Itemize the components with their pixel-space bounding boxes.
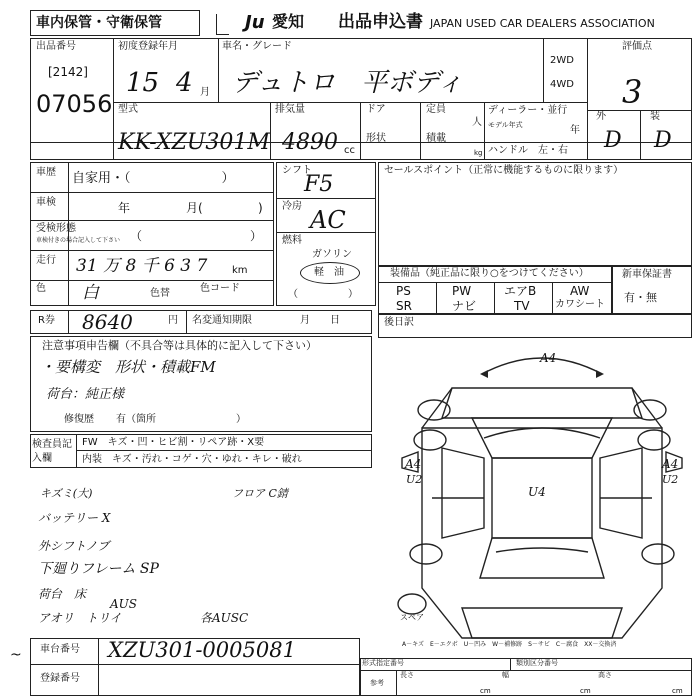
aichi-label: 愛知 [272,12,305,31]
shift-label: シフト [282,165,312,176]
divider [587,38,588,160]
fuel-gas: ガソリン [312,249,352,260]
registration-label: 登録番号 [40,673,80,684]
spec-width: 幅 [502,671,509,679]
lot-label: 出品番号 [36,41,76,52]
fuel-blank: （ ） [288,289,358,300]
reception-sub-label: 車検付きの場合記入して下さい [36,237,121,244]
divider [484,102,485,160]
recycle-value: 8640 [82,310,133,334]
equipment-label: 装備品（純正品に限り○をつけてください） [390,268,589,279]
divider [494,282,495,314]
name-change-unit: 月 日 [300,315,340,326]
inspection-month-unit: 月( [186,201,203,215]
reception-label: 受検形態 [36,223,76,234]
equip-aw: AW [570,284,590,298]
divider [552,282,553,314]
color-change-label: 色替 [150,288,170,299]
inspection-year-unit: 年 [118,201,131,215]
load-unit: kg [474,149,483,157]
first-registration-month-unit: 月 [200,87,210,98]
inspector-fw: FW キズ・凹・ヒビ割・リペア跡・X要 [82,437,265,448]
repair-value: 有（箇所 ） [116,414,246,425]
association-name: JAPAN USED CAR DEALERS ASSOCIATION [430,17,655,30]
cooling-value: AC [310,206,346,234]
inspector-note-1: キズミ(大) [40,487,93,500]
inspector-note-6: 荷台 床 [38,587,87,601]
ju-logo: Ju [245,12,265,33]
recycle-label: R券 [38,315,55,326]
inspector-label: 検査員記入欄 [32,439,72,464]
divider [543,38,544,102]
color-code-label: 色コード [200,283,240,294]
spec-reference: 参考 [370,679,384,687]
inspector-note-7: AUS [110,597,137,611]
notes-label: 注意事項申告欄（不具合等は具体的に記入して下さい） [42,339,317,352]
exterior-label: 外 [596,111,606,122]
name-grade-value: デュトロ 平ボディ [232,68,464,98]
inspector-note-8: アオリ トリイ [38,611,122,625]
damage-left-sub: U2 [406,473,423,486]
damage-legend: A－キズ E－エクボ U－凹み W－補修跡 S－サビ C－腐食 XX－交換済 [402,641,617,648]
equip-sr: SR [396,299,412,313]
displacement-label: 排気量 [275,104,305,115]
equip-pw: PW [452,284,472,298]
chassis-label: 車台番号 [40,644,80,655]
storage-label: 車内保管・守衛保管 [36,15,162,31]
divider [396,670,397,696]
equip-ps: PS [396,284,411,298]
lot-sub-number: [2142] [48,65,88,79]
fuel-diesel: 軽 油 [314,267,344,278]
divider [113,102,587,103]
shape-label: 形状 [366,133,386,144]
divider [30,192,274,193]
spec-height-unit: cm [672,687,683,695]
spec-length: 長さ [400,671,414,679]
inspector-note-4: 外シフトノブ [38,539,110,553]
mileage-value: 31 万 8 千 6 3 7 [76,256,208,276]
displacement-value: 4890 [282,130,338,155]
model-year-unit: 年 [570,125,580,136]
damage-left: A4 [405,457,422,471]
divider [640,110,641,160]
form-title: 出品申込書 [338,12,423,32]
handle-label: ハンドル 左・右 [488,145,568,156]
interior-label: 装 [650,111,660,122]
dealer-label: ディーラー・並行 [488,105,568,116]
history-value: 自家用・（ ） [72,171,235,186]
rear-label: 後日訳 [384,317,414,328]
mileage-unit: km [232,265,248,276]
divider [436,282,437,314]
doors-label: ドア [366,104,386,115]
damage-top: A4 [540,351,557,365]
inspector-note-9: 各AUSC [200,611,249,625]
divider [76,450,372,451]
inspector-note-3: バッテリー X [38,511,111,525]
divider [510,658,511,670]
lot-number: 07056 [36,90,113,118]
score-value: 3 [622,73,643,111]
inspection-label: 車検 [36,197,56,208]
shift-value: F5 [304,172,334,197]
history-label: 車歴 [36,167,56,178]
divider [276,198,376,199]
rear-frame [378,314,692,338]
color-label: 色 [36,283,46,294]
sales-point-frame [378,162,692,266]
divider [30,220,274,221]
divider [76,434,77,468]
equip-airbag: エアB [504,284,537,298]
damage-right-sub: U2 [662,473,679,486]
reception-value: （ ） [130,229,263,243]
divider [378,282,612,283]
equip-tv: TV [514,299,530,313]
equip-navi: ナビ [452,299,477,313]
spare-label: スペア [400,613,424,622]
storage-bracket [216,14,229,35]
divider [68,310,69,334]
car-body-diagram [392,348,692,656]
interior-score: D [654,128,672,153]
divider [186,310,187,334]
divider [420,102,421,160]
spec-width-unit: cm [580,687,591,695]
chassis-value: XZU301-0005081 [108,638,296,662]
load-label: 積載 [426,133,446,144]
inspector-interior: 内装 キズ・汚れ・コゲ・穴・ゆれ・キレ・破れ [82,454,302,465]
divider [30,280,274,281]
repair-label: 修復歴 [64,414,94,425]
notes-line-1: ・要構変 形状・積載FM [40,358,216,376]
inspector-note-2: フロア C錆 [232,487,288,500]
spec-type-number: 形式指定番号 [362,659,404,667]
warranty-label: 新車保証書 [622,269,672,280]
inspector-note-5: 下廻りフレーム SP [38,561,159,577]
score-label: 評価点 [622,41,652,52]
drive-4wd: 4WD [550,79,574,90]
warranty-value: 有・無 [624,291,657,304]
recycle-unit: 円 [168,315,178,326]
damage-right: A4 [662,457,679,471]
model-value: KK-XZU301M [118,130,270,155]
fuel-label: 燃料 [282,235,302,246]
model-year-label: モデル年式 [488,121,523,129]
spec-category-number: 類別区分番号 [516,659,558,667]
notes-line-2: 荷台：純正様 [46,387,125,402]
divider [68,162,69,306]
displacement-unit: cc [344,145,355,156]
damage-center: U4 [528,485,546,499]
divider [360,102,361,160]
color-value: 白 [82,283,99,303]
fuel-circle [300,262,360,284]
exterior-score: D [604,128,622,153]
name-change-label: 名変通知期限 [192,315,252,326]
sales-point-label: セールスポイント（正常に機能するものに限ります） [384,165,624,176]
first-registration-month: 4 [176,68,193,98]
drive-2wd: 2WD [550,55,574,66]
capacity-label: 定員 [426,104,446,115]
divider [270,102,271,160]
equip-leather-seat: カワシート [555,299,605,310]
spec-height: 高さ [598,671,612,679]
capacity-unit: 人 [472,117,482,128]
name-grade-label: 車名・グレード [222,41,292,52]
divider [98,638,99,696]
first-registration-year: 15 [126,68,160,98]
inspection-close: ) [258,201,263,215]
divider [218,38,219,102]
spec-length-unit: cm [480,687,491,695]
divider [30,664,360,665]
model-label: 型式 [118,104,138,115]
cooling-label: 冷房 [282,201,302,212]
tilde-mark: ~ [10,647,22,663]
divider [30,250,274,251]
first-registration-label: 初度登録年月 [118,41,178,52]
mileage-label: 走行 [36,255,56,266]
